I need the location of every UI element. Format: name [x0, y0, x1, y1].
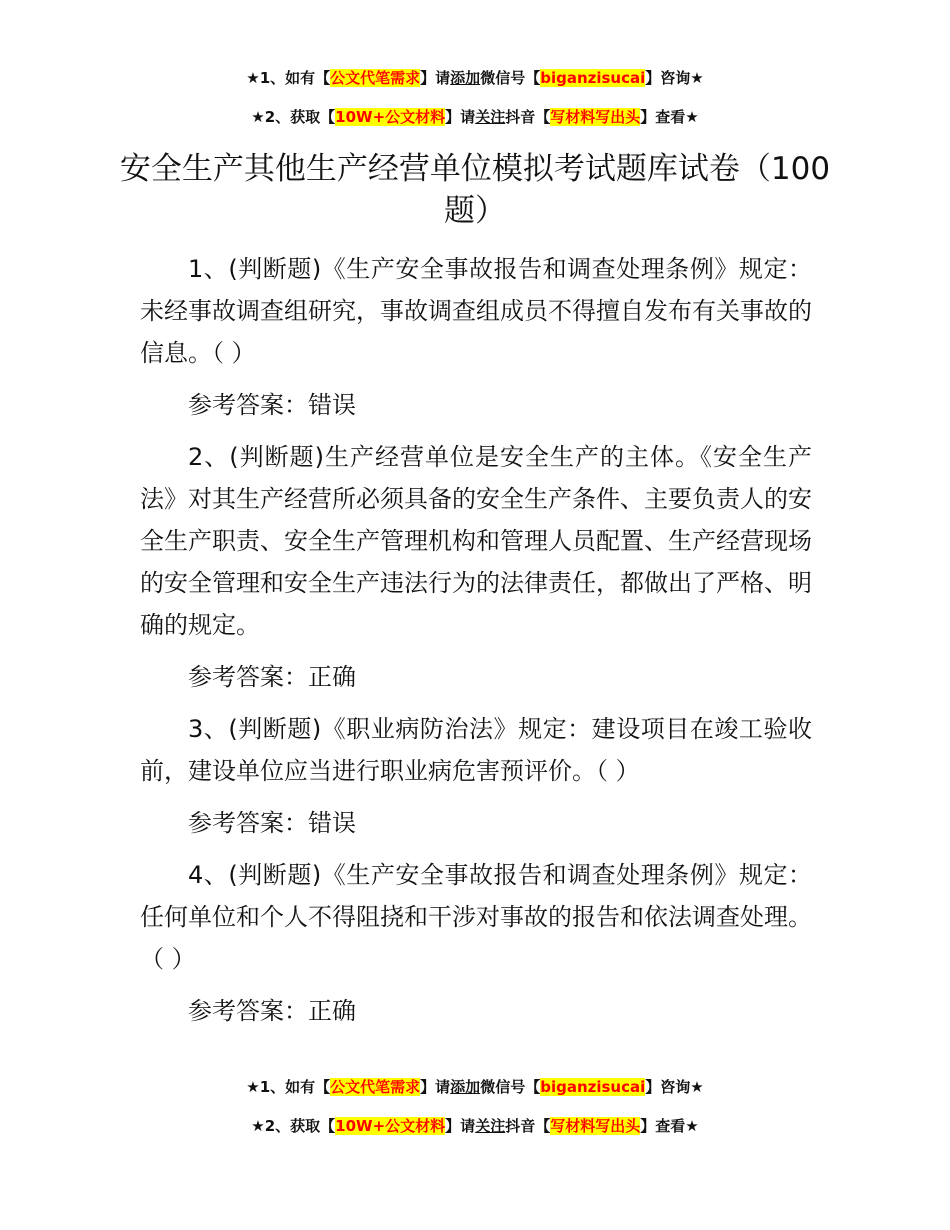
- promo-text: 抖音【: [505, 1117, 551, 1135]
- promo-line-1-bottom: [0, 1076, 950, 1098]
- promo-highlight: 10W+公文材料: [335, 1117, 446, 1135]
- promo-highlight: 10W+公文材料: [335, 108, 446, 126]
- question-2: 2、(判断题)生产经营单位是安全生产的主体。《安全生产法》对其生产经营所必须具备的安全生产条件、主要负责人的安全生产职责、安全生产管理机构和管理人员配置、生产经营现场的安全管理和安全生产违法行为的法律责任，都做出了严格、明确的规定。: [140, 443, 812, 639]
- star-icon: ★: [246, 69, 260, 87]
- promo-text: 】请: [445, 108, 476, 126]
- promo-text: 】请: [420, 69, 451, 87]
- promo-highlight: biganzisucai: [540, 1078, 646, 1096]
- promo-text: 1、如有【: [259, 69, 331, 87]
- promo-text: 微信号【: [480, 1078, 541, 1096]
- promo-highlight: 公文代笔需求: [330, 69, 421, 87]
- question-3: 3、(判断题)《职业病防治法》规定：建设项目在竣工验收前，建设单位应当进行职业病危害预评价。（ ）: [140, 715, 812, 785]
- promo-text: 微信号【: [480, 69, 541, 87]
- promo-text: 抖音【: [505, 108, 551, 126]
- promo-line-2-bottom: [0, 1115, 950, 1137]
- promo-text: 】咨询: [645, 69, 691, 87]
- promo-underlined: 添加: [450, 1078, 481, 1096]
- star-icon: ★: [685, 1117, 699, 1135]
- promo-text: 】请: [445, 1117, 476, 1135]
- promo-line-2-top: [0, 106, 950, 128]
- star-icon: ★: [685, 108, 699, 126]
- promo-line-1-top: [0, 67, 950, 89]
- promo-text: 】查看: [640, 108, 686, 126]
- promo-highlight: biganzisucai: [540, 69, 646, 87]
- promo-text: 2、获取【: [264, 1117, 336, 1135]
- question-4: 4、(判断题)《生产安全事故报告和调查处理条例》规定：任何单位和个人不得阻挠和干涉对事故的报告和依法调查处理。（ ）: [140, 861, 812, 973]
- star-icon: ★: [690, 69, 704, 87]
- star-icon: ★: [251, 1117, 265, 1135]
- promo-text: 2、获取【: [264, 108, 336, 126]
- page-title: 安全生产其他生产经营单位模拟考试题库试卷（100题）: [119, 151, 831, 229]
- promo-text: 】查看: [640, 1117, 686, 1135]
- promo-text: 1、如有【: [259, 1078, 331, 1096]
- question-list: [140, 248, 812, 1042]
- star-icon: ★: [690, 1078, 704, 1096]
- promo-highlight: 公文代笔需求: [330, 1078, 421, 1096]
- star-icon: ★: [246, 1078, 260, 1096]
- answer-4: 参考答案：正确: [188, 997, 356, 1025]
- answer-2: 参考答案：正确: [188, 663, 356, 691]
- promo-text: 】咨询: [645, 1078, 691, 1096]
- answer-3: 参考答案：错误: [188, 809, 356, 837]
- star-icon: ★: [251, 108, 265, 126]
- promo-underlined: 关注: [475, 108, 506, 126]
- promo-underlined: 添加: [450, 69, 481, 87]
- promo-highlight: 写材料写出头: [550, 108, 641, 126]
- promo-underlined: 关注: [475, 1117, 506, 1135]
- promo-text: 】请: [420, 1078, 451, 1096]
- answer-1: 参考答案：错误: [188, 391, 356, 419]
- promo-highlight: 写材料写出头: [550, 1117, 641, 1135]
- question-1: 1、(判断题)《生产安全事故报告和调查处理条例》规定：未经事故调查组研究，事故调查组成员不得擅自发布有关事故的信息。（ ）: [140, 255, 812, 367]
